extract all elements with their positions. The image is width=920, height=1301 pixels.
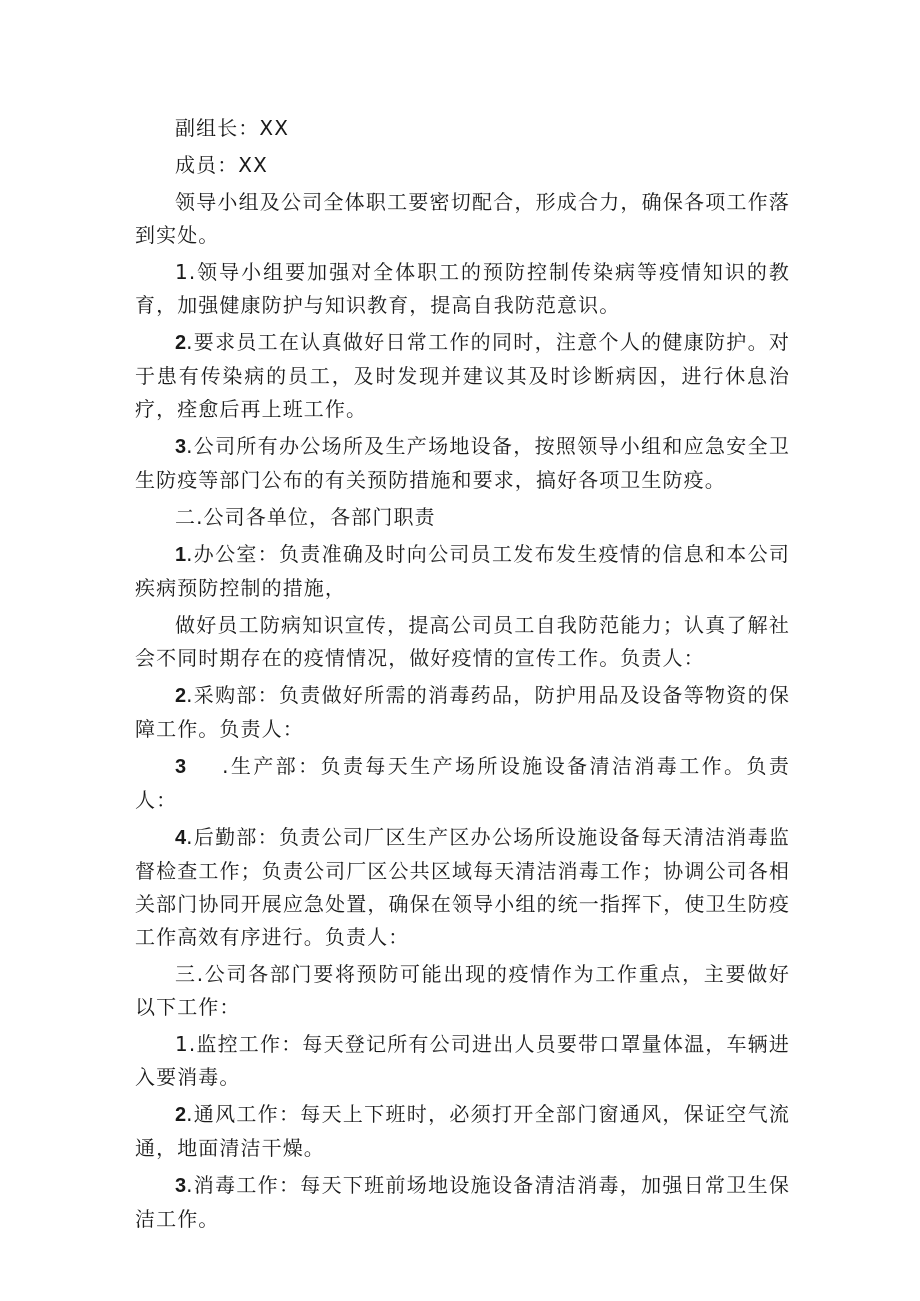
paragraph-monitoring (135, 1028, 790, 1094)
paragraph-text: 二.公司各单位，各部门职责 (175, 505, 436, 529)
paragraph-members (135, 149, 790, 182)
paragraph-deputy-leader (135, 112, 790, 145)
paragraph-disinfection (135, 1169, 790, 1236)
paragraph-cooperation (135, 186, 790, 252)
paragraph-text: 1.领导小组要加强对全体职工的预防控制传染病等疫情知识的教育，加强健康防护与知识教育，提高自我防范意识。 (135, 260, 790, 317)
paragraph-text: .采购部：负责做好所需的消毒药品，防护用品及设备等物资的保障工作。负责人： (135, 683, 790, 741)
item-number: 1 (175, 544, 187, 566)
paragraph-production (135, 750, 790, 817)
paragraph-text: 做好员工防病知识宣传，提高公司员工自我防范能力；认真了解社会不同时期存在的疫情情况，做好疫情的宣传工作。负责人： (135, 613, 790, 670)
paragraph-text: .要求员工在认真做好日常工作的同时，注意个人的健康防护。对于患有传染病的员工，及时发现并建议其及时诊断病因，进行休息治疗，痊愈后再上班工作。 (135, 330, 790, 421)
paragraph-text: .后勤部：负责公司厂区生产区办公场所设施设备每天清洁消毒监督检查工作；负责公司厂区公共区域每天清洁消毒工作；协调公司各相关部门协同开展应急处置，确保在领导小组的统一指挥下，使卫生防疫工作高效有序进行。负责人： (135, 825, 790, 949)
paragraph-text: 成员：XX (175, 153, 268, 177)
section-heading-2 (135, 501, 790, 534)
paragraph-text: .生产部：负责每天生产场所设施设备清洁消毒工作。负责人： (135, 754, 790, 812)
paragraph-logistics (135, 821, 790, 954)
item-number: 3 (175, 436, 187, 458)
paragraph-text: 领导小组及公司全体职工要密切配合，形成合力，确保各项工作落到实处。 (135, 190, 790, 247)
paragraph-item-3-facilities (135, 430, 790, 497)
paragraph-office (135, 538, 790, 605)
document-body (135, 112, 790, 1240)
item-number: 4 (175, 827, 187, 849)
paragraph-item-1-education (135, 256, 790, 322)
item-number: 2 (175, 685, 187, 707)
paragraph-text: 副组长：XX (175, 116, 290, 140)
paragraph-ventilation (135, 1098, 790, 1165)
paragraph-purchasing (135, 679, 790, 746)
item-number: 2 (175, 332, 187, 354)
paragraph-text: 1.监控工作：每天登记所有公司进出人员要带口罩量体温，车辆进入要消毒。 (135, 1032, 790, 1089)
paragraph-text: .通风工作：每天上下班时，必须打开全部门窗通风，保证空气流通，地面清洁干燥。 (135, 1102, 790, 1160)
item-number: 3 (175, 756, 187, 778)
paragraph-text: .消毒工作：每天下班前场地设施设备清洁消毒，加强日常卫生保洁工作。 (135, 1173, 790, 1231)
section-heading-3 (135, 958, 790, 1024)
paragraph-text: .办公室：负责准确及时向公司员工发布发生疫情的信息和本公司疾病预防控制的措施， (135, 542, 790, 600)
item-number: 2 (175, 1104, 187, 1126)
paragraph-text: 三.公司各部门要将预防可能出现的疫情作为工作重点，主要做好以下工作： (135, 962, 790, 1019)
paragraph-item-2-health (135, 326, 790, 426)
paragraph-office-continued (135, 609, 790, 675)
item-number: 3 (175, 1175, 187, 1197)
paragraph-text: .公司所有办公场所及生产场地设备，按照领导小组和应急安全卫生防疫等部门公布的有关预防措施和要求，搞好各项卫生防疫。 (135, 434, 790, 492)
